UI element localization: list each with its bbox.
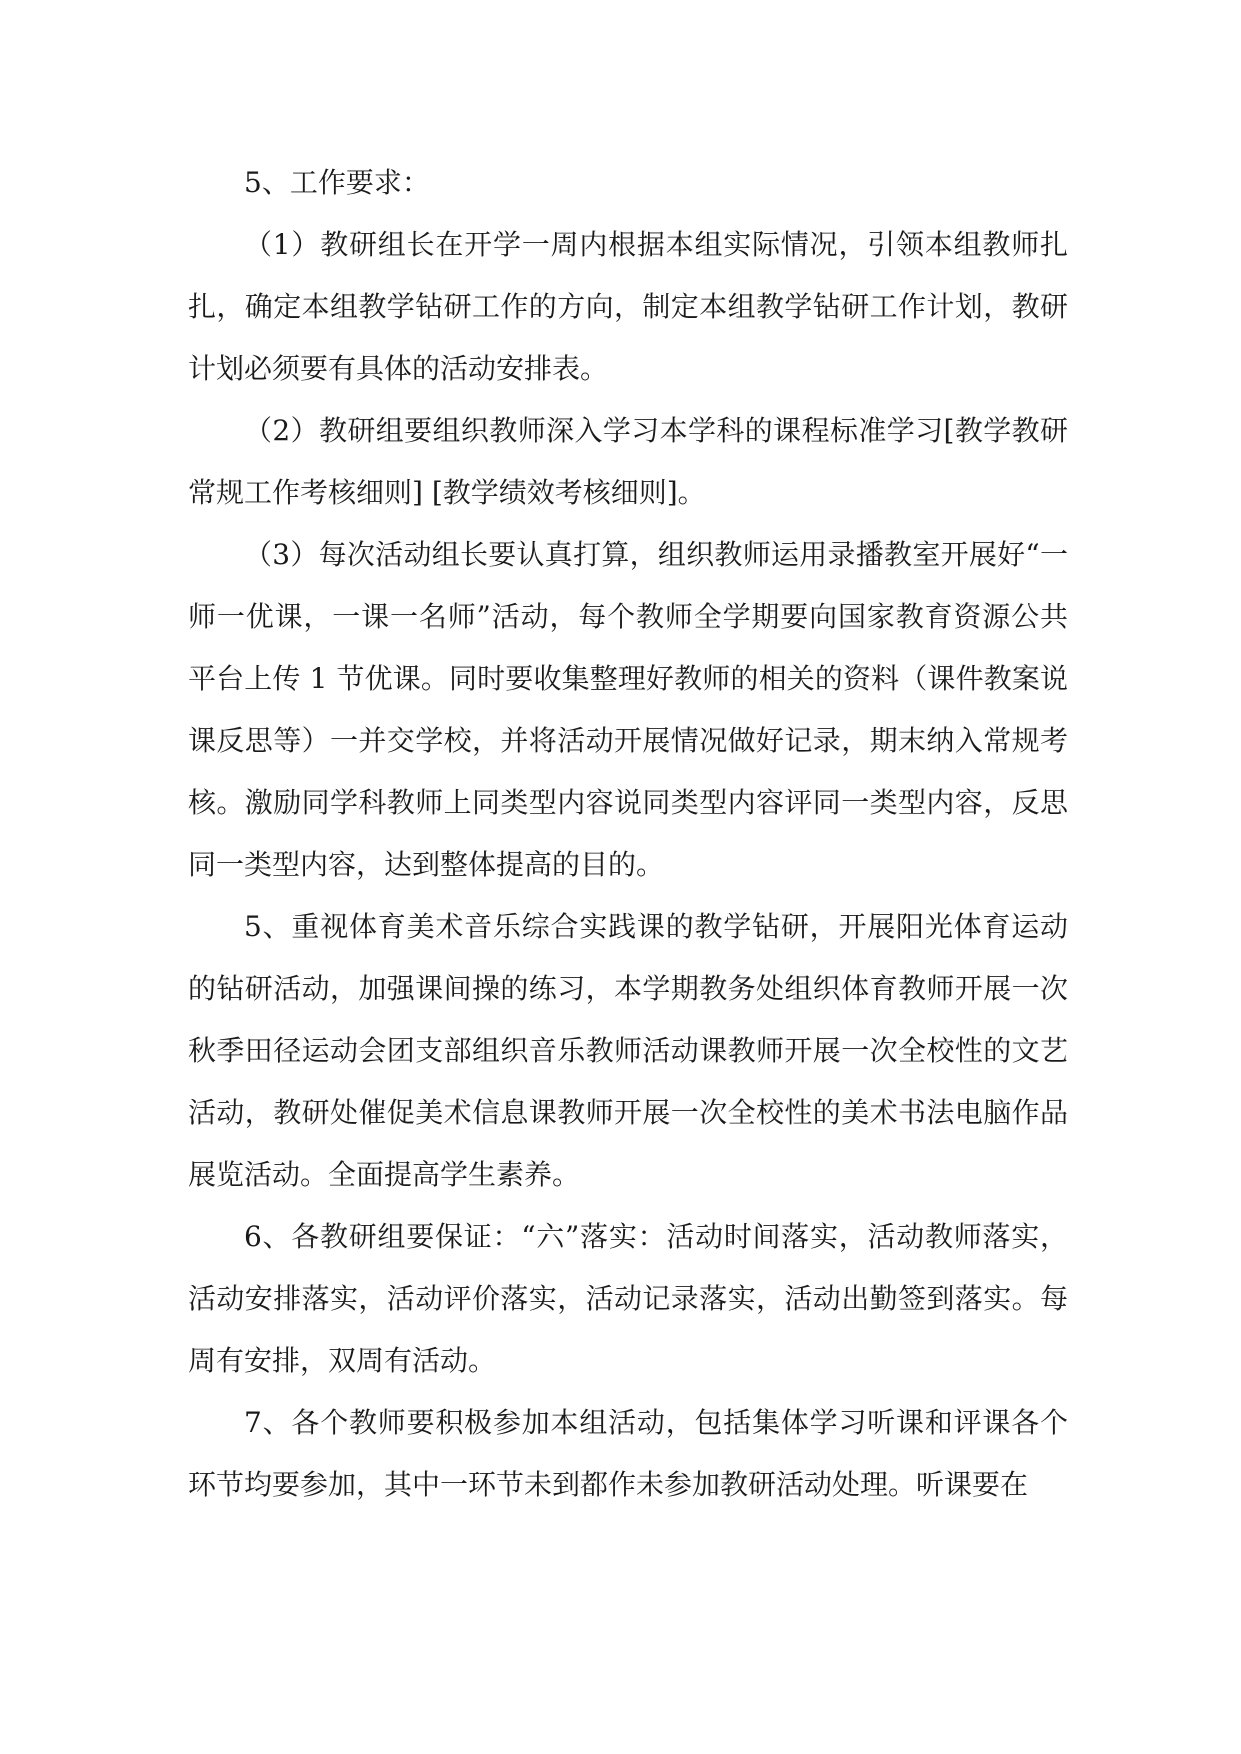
- paragraph-requirement-1: （1）教研组长在开学一周内根据本组实际情况，引领本组教师扎扎，确定本组教学钻研工作的方向，制定本组教学钻研工作计划，教研计划必须要有具体的活动安排表。: [188, 228, 1068, 385]
- paragraph-item-5: 5、重视体育美术音乐综合实践课的教学钻研，开展阳光体育运动的钻研活动，加强课间操的练习，本学期教务处组织体育教师开展一次秋季田径运动会团支部组织音乐教师活动课教师开展一次全校性的文艺活动，教研处催促美术信息课教师开展一次全校性的美术书法电脑作品展览活动。全面提高学生素养。: [188, 910, 1068, 1191]
- paragraph-work-requirements-heading: 5、工作要求：: [244, 166, 430, 199]
- document-body: [188, 152, 1068, 1516]
- paragraph-requirement-2: （2）教研组要组织教师深入学习本学科的课程标准学习[教学教研常规工作考核细则] [教学绩效考核细则]。: [188, 414, 1068, 509]
- paragraph-item-7: 7、各个教师要积极参加本组活动，包括集体学习听课和评课各个环节均要参加，其中一环节未到都作未参加教研活动处理。听课要在: [188, 1406, 1068, 1501]
- paragraph-requirement-3: （3）每次活动组长要认真打算，组织教师运用录播教室开展好“一师一优课，一课一名师”活动，每个教师全学期要向国家教育资源公共平台上传 1 节优课。同时要收集整理好教师的相关的资料（课件教案说课反思等）一并交学校，并将活动开展情况做好记录，期末纳入常规考核。激励同学科教师上同类型内容说同类型内容评同一类型内容，反思同一类型内容，达到整体提高的目的。: [188, 538, 1068, 881]
- paragraph-item-6: 6、各教研组要保证：“六”落实：活动时间落实，活动教师落实，活动安排落实，活动评价落实，活动记录落实，活动出勤签到落实。每周有安排，双周有活动。: [188, 1220, 1068, 1377]
